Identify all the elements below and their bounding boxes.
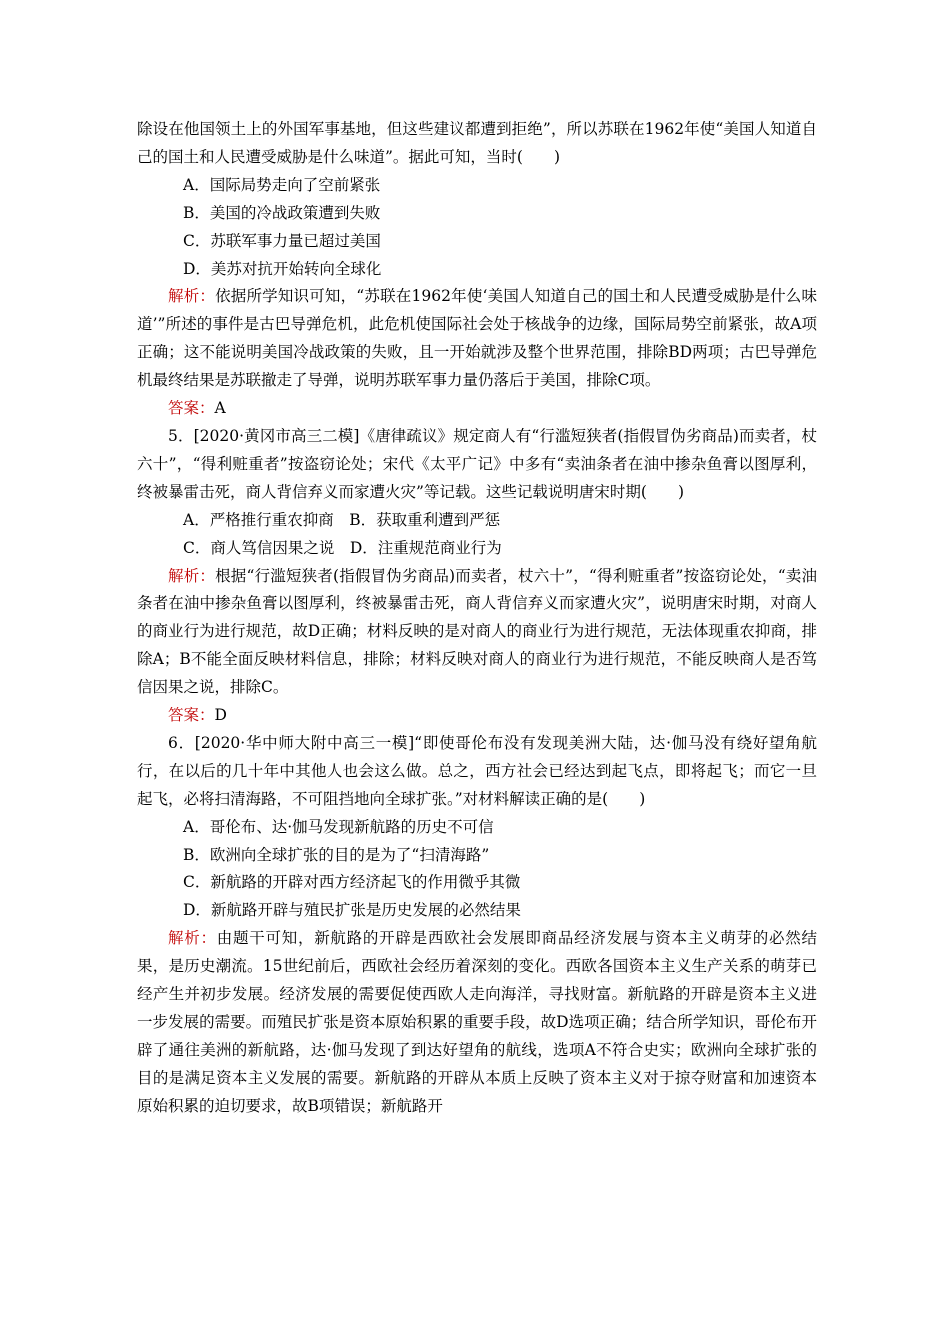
answer-label: 答案： — [168, 706, 215, 725]
q6-stem: 6．[2020·华中师大附中高三一模]“即使哥伦布没有发现美洲大陆，达·伽马没有绕好望角航行，在以后的几十年中其他人也会这么做。总之，西方社会已经达到起飞点，即将起飞；而它一旦起飞，必将扫清海路，不可阻挡地向全球扩张。”对材料解读正确的是( ) — [137, 733, 817, 808]
q5-answer — [137, 702, 817, 730]
q6-option-c: C．新航路的开辟对西方经济起飞的作用微乎其微 — [183, 873, 521, 892]
q6-analysis-text: 由题干可知，新航路的开辟是西欧社会发展即商品经济发展与资本主义萌芽的必然结果，是历史潮流。15世纪前后，西欧社会经历着深刻的变化。西欧各国资本主义生产关系的萌芽已经产生并初步发展。经济发展的需要促使西欧人走向海洋，寻找财富。新航路的开辟是资本主义进一步发展的需要。而殖民扩张是资本原始积累的重要手段，故D选项正确；结合所学知识，哥伦布开辟了通往美洲的新航路，达·伽马发现了到达好望角的航线，选项A不符合史实；欧洲向全球扩张的目的是满足资本主义发展的需要。新航路的开辟从本质上反映了资本主义对于掠夺财富和加速资本原始积累的迫切要求，故B项错误；新航路开 — [137, 929, 817, 1115]
analysis-label: 解析： — [168, 566, 216, 585]
q6-option-a: A．哥伦布、达·伽马发现新航路的历史不可信 — [183, 817, 494, 836]
q4-answer — [137, 395, 817, 423]
q5-analysis-text: 根据“行滥短狭者(指假冒伪劣商品)而卖者，杖六十”，“得利赃重者”按盗窃论处，“卖油条者在油中掺杂鱼膏以图厚利，终被暴雷击死，商人背信弃义而家遭火灾”，说明唐宋时期，对商人的商业行为进行规范，故D正确；材料反映的是对商人的商业行为进行规范，无法体现重农抑商，排除A；B不能全面反映材料信息，排除；材料反映对商人的商业行为进行规范，不能反映商人是否笃信因果之说，排除C。 — [137, 566, 817, 697]
q6-option-b: B．欧洲向全球扩张的目的是为了“扫清海路” — [183, 845, 490, 864]
q6-analysis — [137, 925, 817, 1120]
q4-option-d: D．美苏对抗开始转向全球化 — [183, 259, 382, 278]
q6-option-d: D．新航路开辟与殖民扩张是历史发展的必然结果 — [183, 901, 521, 920]
document-page — [137, 116, 817, 1121]
q4-stem: 除设在他国领土上的外国军事基地，但这些建议都遭到拒绝”，所以苏联在1962年使“美国人知道自己的国土和人民遭受威胁是什么味道”。据此可知，当时( ) — [137, 120, 817, 166]
q5-answer-value: D — [214, 706, 227, 725]
q4-analysis — [137, 283, 817, 395]
analysis-label: 解析： — [168, 929, 217, 948]
answer-label: 答案： — [168, 399, 215, 418]
q4-analysis-text: 依据所学知识可知，“苏联在1962年使‘美国人知道自己的国土和人民遭受威胁是什么味道’”所述的事件是古巴导弹危机，此危机使国际社会处于核战争的边缘，国际局势空前紧张，故A项正确；这不能说明美国冷战政策的失败，且一开始就涉及整个世界范围，排除BD两项；古巴导弹危机最终结果是苏联撤走了导弹，说明苏联军事力量仍落后于美国，排除C项。 — [137, 287, 817, 390]
q4-option-a: A．国际局势走向了空前紧张 — [183, 175, 381, 194]
q5-stem: 5．[2020·黄冈市高三二模]《唐律疏议》规定商人有“行滥短狭者(指假冒伪劣商品)而卖者，杖六十”，“得利赃重者”按盗窃论处；宋代《太平广记》中多有“卖油条者在油中掺杂鱼膏以图厚利，终被暴雷击死，商人背信弃义而家遭火灾”等记载。这些记载说明唐宋时期( ) — [137, 426, 817, 501]
q4-option-c: C．苏联军事力量已超过美国 — [183, 231, 381, 250]
q4-option-b: B．美国的冷战政策遭到失败 — [183, 203, 381, 222]
q5-analysis — [137, 563, 817, 703]
q5-options-row-2: C．商人笃信因果之说 D．注重规范商业行为 — [183, 538, 502, 557]
q5-options-row-1: A．严格推行重农抑商 B．获取重利遭到严惩 — [183, 510, 501, 529]
q4-answer-value: A — [214, 399, 226, 418]
analysis-label: 解析： — [168, 287, 216, 306]
